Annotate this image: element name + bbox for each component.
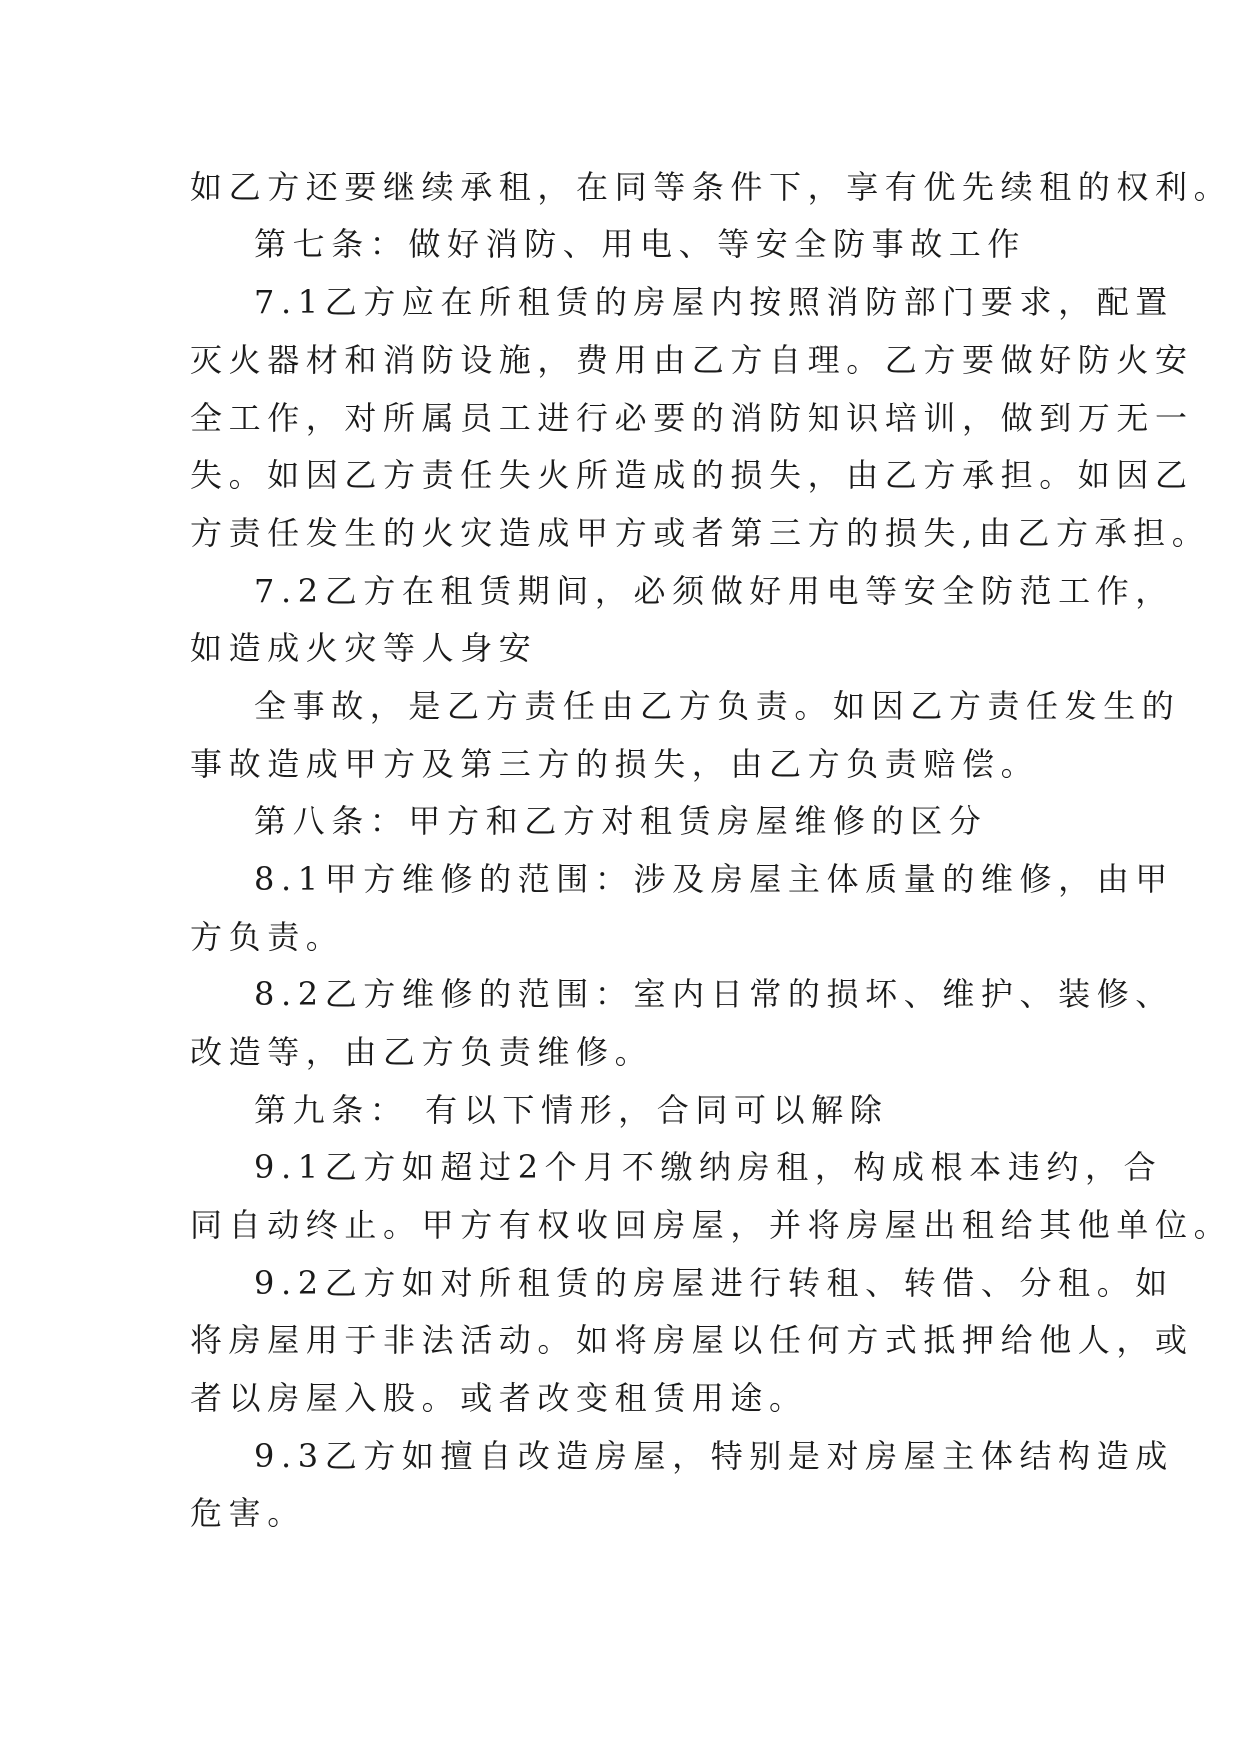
clause-9-2-line: 9.2乙方如对所租赁的房屋进行转租、转借、分租。如 xyxy=(254,1264,1174,1302)
clause-7-1-line: 全工作，对所属员工进行必要的消防知识培训，做到万无一 xyxy=(190,399,1194,437)
article-heading-8: 第八条：甲方和乙方对租赁房屋维修的区分 xyxy=(254,802,988,840)
clause-9-1-line: 同自动终止。甲方有权收回房屋，并将房屋出租给其他单位。 xyxy=(190,1206,1233,1244)
clause-8-1-line: 8.1甲方维修的范围：涉及房屋主体质量的维修，由甲 xyxy=(254,860,1174,898)
clause-7-1-line: 失。如因乙方责任失火所造成的损失，由乙方承担。如因乙 xyxy=(190,456,1194,494)
clause-9-2-line: 者以房屋入股。或者改变租赁用途。 xyxy=(190,1379,808,1417)
clause-7-2-line: 如造成火灾等人身安 xyxy=(190,629,538,667)
clause-7-1-line: 7.1乙方应在所租赁的房屋内按照消防部门要求，配置 xyxy=(254,283,1174,321)
clause-9-3-line: 危害。 xyxy=(190,1494,306,1532)
clause-8-1-line: 方负责。 xyxy=(190,918,345,956)
clause-9-2-line: 将房屋用于非法活动。如将房屋以任何方式抵押给他人，或 xyxy=(190,1321,1194,1359)
article-heading-7: 第七条：做好消防、用电、等安全防事故工作 xyxy=(254,225,1027,263)
clause-7-1-line: 灭火器材和消防设施，费用由乙方自理。乙方要做好防火安 xyxy=(190,341,1194,379)
body-text-line: 如乙方还要继续承租，在同等条件下，享有优先续租的权利。 xyxy=(190,168,1233,206)
clause-7-2-line: 全事故，是乙方责任由乙方负责。如因乙方责任发生的 xyxy=(254,687,1181,725)
clause-9-3-line: 9.3乙方如擅自改造房屋，特别是对房屋主体结构造成 xyxy=(254,1437,1174,1475)
clause-7-1-line: 方责任发生的火灾造成甲方或者第三方的损失,由乙方承担。 xyxy=(190,514,1211,552)
clause-7-2-line: 事故造成甲方及第三方的损失，由乙方负责赔偿。 xyxy=(190,745,1040,783)
clause-8-2-line: 改造等，由乙方负责维修。 xyxy=(190,1033,654,1071)
clause-9-1-line: 9.1乙方如超过2个月不缴纳房租，构成根本违约，合 xyxy=(254,1148,1163,1186)
article-heading-9: 第九条： 有以下情形，合同可以解除 xyxy=(254,1091,889,1129)
clause-8-2-line: 8.2乙方维修的范围：室内日常的损坏、维护、装修、 xyxy=(254,975,1174,1013)
clause-7-2-line: 7.2乙方在租赁期间，必须做好用电等安全防范工作， xyxy=(254,572,1174,610)
